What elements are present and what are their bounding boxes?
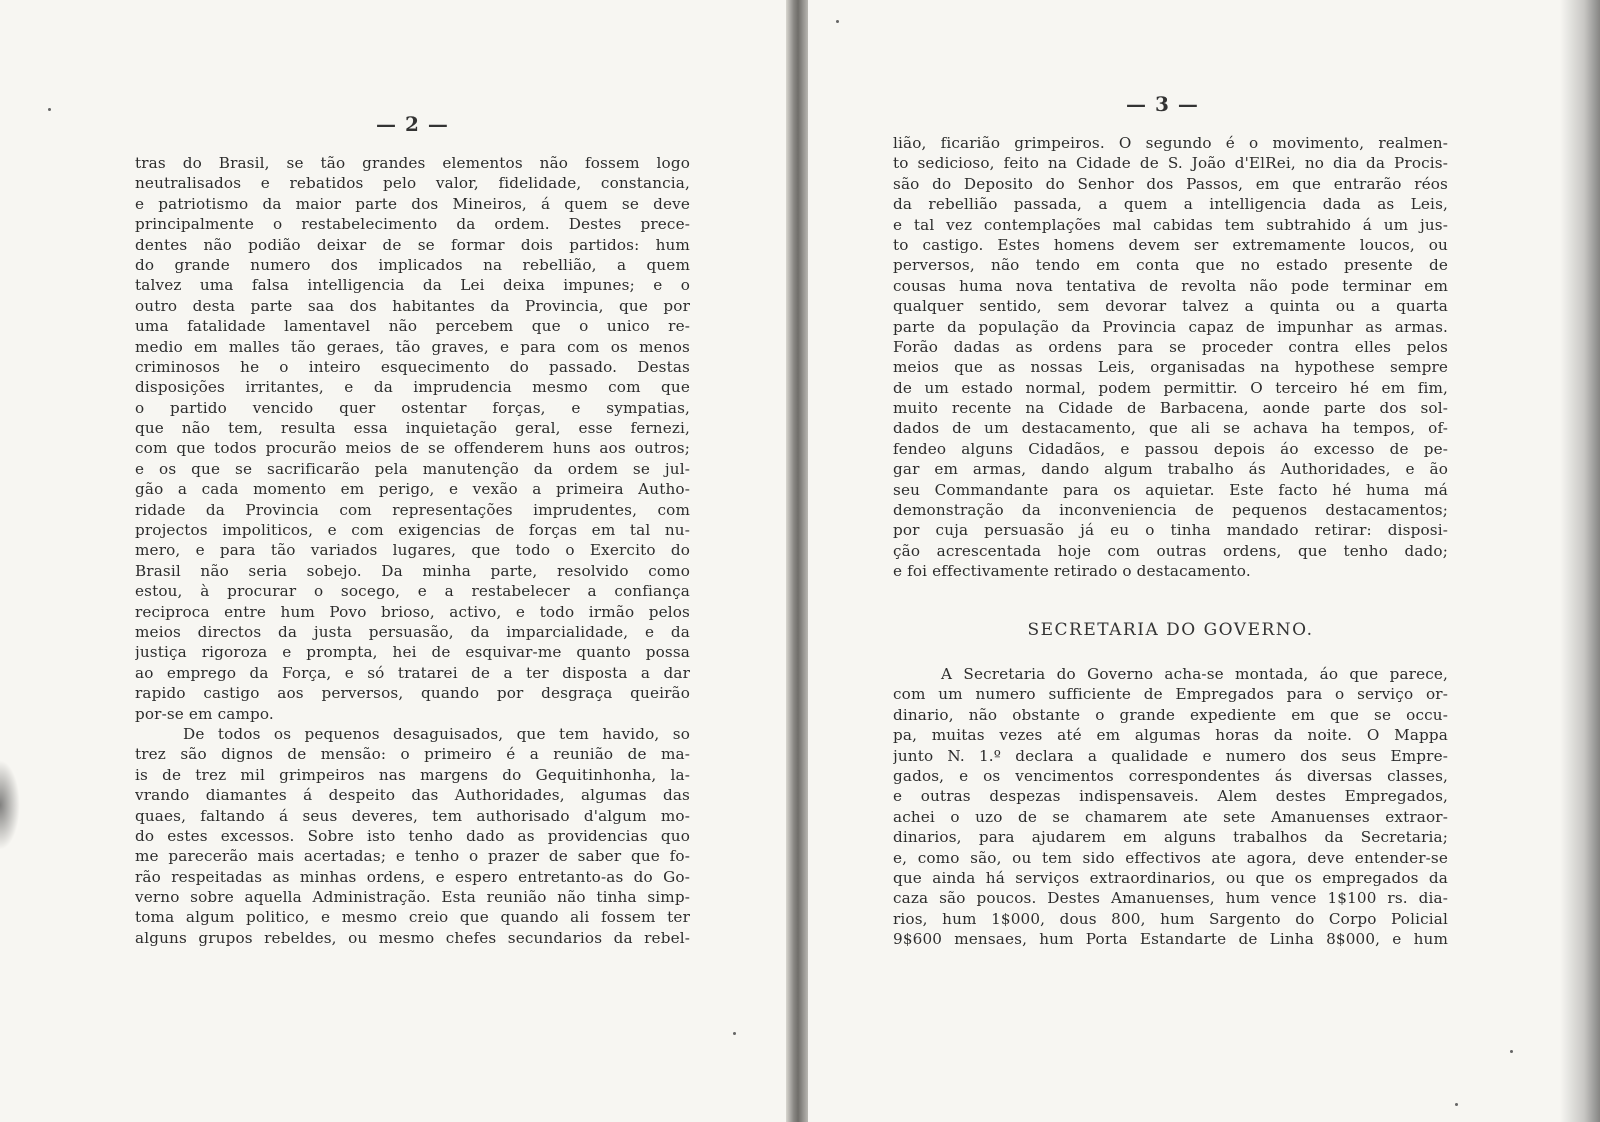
text-line: muito recente na Cidade de Barbacena, aonde parte dos sol- <box>893 399 1448 418</box>
text-line: caza são poucos. Destes Amanuenses, hum vence 1$100 rs. dia- <box>893 889 1448 908</box>
text-line: com um numero sufficiente de Empregados para o serviço or- <box>893 685 1448 704</box>
text-line: meios que as nossas Leis, organisadas na hypothese sempre <box>893 358 1448 377</box>
section-heading: SECRETARIA DO GOVERNO. <box>1027 620 1314 640</box>
text-line: toma algum politico, e mesmo creio que quando ali fossem ter <box>135 908 690 927</box>
text-line: 9$600 mensaes, hum Porta Estandarte de Linha 8$000, e hum <box>893 930 1448 949</box>
text-line: projectos impoliticos, e com exigencias de forças em tal nu- <box>135 521 690 540</box>
text-line: demonstração da inconveniencia de pequenos destacamentos; <box>893 501 1448 520</box>
text-line: to castigo. Estes homens devem ser extremamente loucos, ou <box>893 235 1448 254</box>
text-line: ao emprego da Força, e só tratarei de a ter disposta a dar <box>135 663 690 682</box>
text-line: e patriotismo da maior parte dos Mineiros, á quem se deve <box>135 194 690 213</box>
text-line: criminosos he o inteiro esquecimento do passado. Destas <box>135 357 690 376</box>
text-line: qualquer sentido, sem devorar talvez a quinta ou a quarta <box>893 297 1448 316</box>
text-line: e os que se sacrificarão pela manutenção da ordem se jul- <box>135 459 690 478</box>
text-line: dinarios, para ajudarem em alguns trabalhos da Secretaria; <box>893 828 1448 847</box>
right-page-section-text <box>893 664 1448 949</box>
left-page-text <box>135 153 690 948</box>
text-line: disposições irritantes, e da imprudencia mesmo com que <box>135 378 690 397</box>
text-line: vrando diamantes á despeito das Authoridades, algumas das <box>135 786 690 805</box>
text-line: De todos os pequenos desaguisados, que tem havido, so <box>183 724 690 743</box>
text-line: reciproca entre hum Povo brioso, activo, e todo irmão pelos <box>135 602 690 621</box>
text-line: são do Deposito do Senhor dos Passos, em que entrarão réos <box>893 174 1448 193</box>
text-line: lião, ficarião grimpeiros. O segundo é o movimento, realmen- <box>893 134 1448 152</box>
text-line: verno sobre aquella Administração. Esta reunião não tinha simp- <box>135 888 690 907</box>
page-number-right: — 3 — <box>1126 92 1199 116</box>
print-speck <box>733 1032 736 1035</box>
text-line: A Secretaria do Governo acha-se montada, áo que parece, <box>941 665 1448 683</box>
text-line: me parecerão mais acertadas; e tenho o prazer de saber que fo- <box>135 847 690 866</box>
text-line: seu Commandante para os aquietar. Este facto hé huma má <box>893 480 1448 499</box>
text-line: o partido vencido quer ostentar forças, e sympatias, <box>135 398 690 417</box>
text-line: gão a cada momento em perigo, e vexão a primeira Autho- <box>135 480 690 499</box>
text-line: achei o uzo de se chamarem ate sete Amanuenses extraor- <box>893 807 1448 826</box>
text-line: dados de um destacamento, que ali se achava ha tempos, of- <box>893 419 1448 438</box>
text-line: ção acrescentada hoje com outras ordens, que tenho dado; <box>893 541 1448 560</box>
text-line: talvez uma falsa intelligencia da Lei deixa impunes; e o <box>135 276 690 295</box>
text-line: quaes, faltando á seus deveres, tem authorisado d'algum mo- <box>135 806 690 825</box>
page-edge-shadow <box>0 760 20 850</box>
text-line: trez são dignos de mensão: o primeiro é a reunião de ma- <box>135 745 690 764</box>
text-line: que não tem, resulta essa inquietação geral, esse fernezi, <box>135 419 690 438</box>
text-line: tras do Brasil, se tão grandes elementos não fossem logo <box>135 154 690 172</box>
text-line: ridade da Provincia com representações imprudentes, com <box>135 500 690 519</box>
text-line: junto N. 1.º declara a qualidade e numero dos seus Empre- <box>893 746 1448 765</box>
print-speck <box>1510 1050 1513 1053</box>
text-line: justiça rigoroza e prompta, hei de esquivar-me quanto possa <box>135 643 690 662</box>
text-line: de um estado normal, podem permittir. O terceiro hé em fim, <box>893 378 1448 397</box>
text-line: dinario, não obstante o grande expediente em que se occu- <box>893 705 1448 724</box>
text-line: da rebellião passada, a quem a intelligencia dada as Leis, <box>893 195 1448 214</box>
text-line: to sedicioso, feito na Cidade de S. João d'ElRei, no dia da Procis- <box>893 154 1448 173</box>
text-line: pa, muitas vezes até em algumas horas da noite. O Mappa <box>893 726 1448 745</box>
text-line: estou, à procurar o socego, e a restabelecer a confiança <box>135 582 690 601</box>
text-line: que ainda há serviços extraordinarios, ou que os empregados da <box>893 868 1448 887</box>
text-line: e, como são, ou tem sido effectivos ate agora, deve entender-se <box>893 848 1448 867</box>
right-edge-shadow <box>1560 0 1600 1122</box>
text-line: do estes excessos. Sobre isto tenho dado as providencias quo <box>135 826 690 845</box>
text-line: neutralisados e rebatidos pelo valor, fidelidade, constancia, <box>135 174 690 193</box>
text-line: e outras despezas indispensaveis. Alem destes Empregados, <box>893 787 1448 806</box>
print-speck <box>836 20 839 23</box>
text-line: alguns grupos rebeldes, ou mesmo chefes secundarios da rebel- <box>135 928 690 947</box>
text-line: Forão dadas as ordens para se proceder contra elles pelos <box>893 337 1448 356</box>
text-line: dentes não podião deixar de se formar dois partidos: hum <box>135 235 690 254</box>
text-line: uma fatalidade lamentavel não percebem que o unico re- <box>135 317 690 336</box>
print-speck <box>1455 1103 1458 1106</box>
text-line: e tal vez contemplações mal cabidas tem subtrahido á um jus- <box>893 215 1448 234</box>
text-line: fendeo alguns Cidadãos, e passou depois áo excesso de pe- <box>893 439 1448 458</box>
text-line: medio em malles tão geraes, tão graves, e para com os menos <box>135 337 690 356</box>
text-line: rão respeitadas as minhas ordens, e espero entretanto-as do Go- <box>135 867 690 886</box>
text-line: gados, e os vencimentos correspondentes ás diversas classes, <box>893 766 1448 785</box>
text-line: cousas huma nova tentativa de revolta não pode terminar em <box>893 276 1448 295</box>
text-line: mero, e para tão variados lugares, que todo o Exercito do <box>135 541 690 560</box>
page-number-left: — 2 — <box>376 112 449 136</box>
text-line: meios directos da justa persuasão, da imparcialidade, e da <box>135 622 690 641</box>
text-line: is de trez mil grimpeiros nas margens do Gequitinhonha, la- <box>135 765 690 784</box>
text-line: do grande numero dos implicados na rebellião, a quem <box>135 255 690 274</box>
text-line: parte da população da Provincia capaz de impunhar as armas. <box>893 317 1448 336</box>
text-line: perversos, não tendo em conta que no estado presente de <box>893 256 1448 275</box>
text-line: por cuja persuasão já eu o tinha mandado retirar: disposi- <box>893 521 1448 540</box>
text-line: Brasil não seria sobejo. Da minha parte, resolvido como <box>135 561 690 580</box>
right-page-text <box>893 133 1448 582</box>
print-speck <box>48 108 51 111</box>
text-line: principalmente o restabelecimento da ordem. Destes prece- <box>135 215 690 234</box>
text-line: e foi effectivamente retirado o destacamento. <box>893 562 1251 581</box>
text-line: outro desta parte saa dos habitantes da Provincia, que por <box>135 296 690 315</box>
text-line: rapido castigo aos perversos, quando por desgraça queirão <box>135 684 690 703</box>
text-line: por-se em campo. <box>135 704 274 723</box>
text-line: gar em armas, dando algum trabalho ás Authoridades, e ão <box>893 460 1448 479</box>
book-gutter <box>786 0 808 1122</box>
text-line: com que todos procurão meios de se offenderem huns aos outros; <box>135 439 690 458</box>
text-line: rios, hum 1$000, dous 800, hum Sargento do Corpo Policial <box>893 909 1448 928</box>
